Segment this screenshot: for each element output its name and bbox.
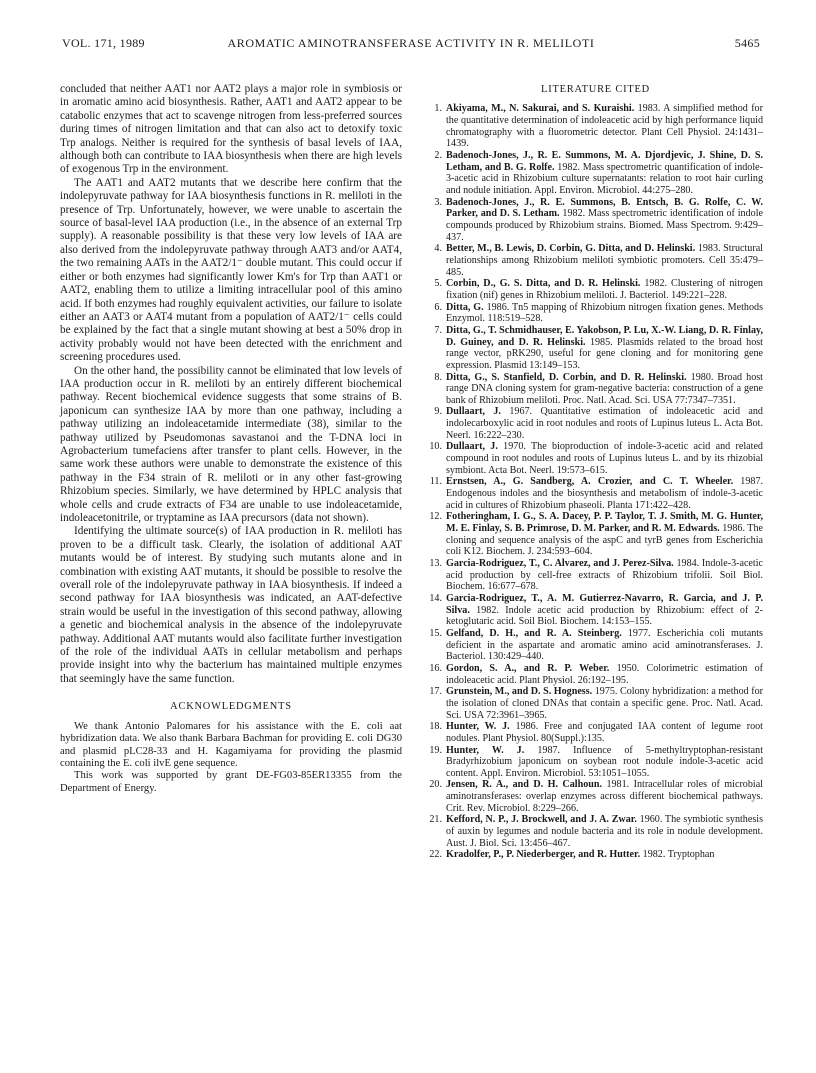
reference-item [428, 302, 763, 325]
reference-number: 12. [429, 511, 442, 523]
reference-authors: Hunter, W. J. [446, 744, 525, 756]
reference-item [428, 663, 763, 686]
running-header [62, 36, 760, 52]
reference-authors: Akiyama, M., N. Sakurai, and S. Kuraishi. [446, 103, 635, 115]
reference-number: 6. [434, 301, 442, 313]
reference-authors: Ditta, G., S. Stanfield, D. Corbin, and D. R. Helinski. [446, 371, 687, 383]
reference-citation: 1982. Mass spectrometric identification of indole compounds produced by Rhizobium strains. Biomed. Mass Spectrom. 9:429–437. [446, 208, 763, 243]
reference-item [428, 686, 763, 721]
reference-citation: 1975. Colony hybridization: a method for the isolation of cloned DNAs that contain a specific gene. Proc. Natl. Acad. Sci. USA 72:3961–3965. [446, 686, 764, 721]
acknowledgments-section [60, 700, 402, 795]
reference-authors: Ernstsen, A., G. Sandberg, A. Crozier, and C. T. Wheeler. [446, 476, 734, 488]
reference-item [428, 849, 763, 861]
literature-heading: LITERATURE CITED [541, 84, 650, 95]
reference-number: 17. [429, 686, 442, 698]
reference-authors: Badenoch-Jones, J., R. E. Summons, M. A. Djordjevic, J. Shine, D. S. Letham, and B. G. Rolfe. [446, 150, 763, 173]
reference-item [428, 150, 763, 197]
reference-citation: 1967. Quantitative estimation of indoleacetic acid and indolecarboxylic acid in root nodules and roots of Lupinus luteus L. Acta Bot. Neerl. 16:222–230. [446, 406, 763, 441]
discussion-body [60, 83, 402, 686]
reference-authors: Corbin, D., G. S. Ditta, and D. R. Helinski. [446, 278, 641, 290]
acknowledgments-paragraph: We thank Antonio Palomares for his assistance with the E. coli aat hybridization data. We also thank Barbara Bachman for providing E. coli DG30 and plasmid pLC28-33 and H. Kagamiyama for providing the plasmid containing the E. coli ilvE gene sequence. [60, 720, 402, 769]
volume-label: VOL. 171, 1989 [62, 36, 145, 50]
reference-item [428, 103, 763, 150]
reference-authors: Kefford, N. P., J. Brockwell, and J. A. Zwar. [446, 814, 637, 826]
reference-citation: 1986. Free and conjugated IAA content of legume root nodules. Plant Physiol. 80(Suppl.):135. [446, 721, 763, 744]
reference-citation: 1950. Colorimetric estimation of indoleacetic acid. Plant Physiol. 26:192–195. [446, 662, 763, 686]
reference-number: 4. [434, 243, 442, 255]
page-number: 5465 [734, 36, 760, 50]
reference-citation: 1986. Tn5 mapping of Rhizobium nitrogen fixation genes. Methods Enzymol. 118:519–528. [446, 301, 763, 325]
reference-item [428, 372, 763, 407]
reference-authors: Hunter, W. J. [446, 721, 510, 733]
reference-authors: Ditta, G., T. Schmidhauser, E. Yakobson, P. Lu, X.-W. Liang, D. R. Finlay, D. Guiney, and D. R. Helinski. [446, 324, 764, 348]
right-column [428, 83, 763, 861]
acknowledgments-heading: ACKNOWLEDGMENTS [170, 701, 292, 713]
reference-item [428, 278, 763, 301]
reference-citation: 1982. Indole acetic acid production by Rhizobium: effect of 2-ketoglutaric acid. Soil Biol. Biochem. 14:153–155. [446, 604, 763, 628]
reference-number: 13. [429, 558, 442, 569]
reference-citation: 1985. Plasmids related to the broad host range vector, pRK290, useful for gene cloning and for monitoring gene expression. Plasmid 13:149–153. [446, 336, 763, 371]
reference-number: 3. [434, 196, 442, 208]
reference-number: 21. [429, 814, 442, 826]
reference-citation: 1984. Indole-3-acetic acid production by cell-free extracts of Rhizobium trifolii. Soil Biol. Biochem. 16:677–678. [446, 558, 764, 593]
reference-item [428, 745, 763, 780]
reference-item [428, 243, 763, 278]
body-paragraph: On the other hand, the possibility cannot be eliminated that low levels of IAA production occur in R. meliloti by an entirely different biochemical pathway. Recent biochemical evidence suggests that some strains of B. japonicum can synthesize IAA by more than one pathway, including a pathway utilizing an indoleacetamide intermediate (38), similar to the pathway utilized by Pseudomonas savastanoi and the T-DNA loci in Agrobacterium tumefaciens after transfer to plant cells. However, in the same work these authors were unable to demonstrate the existence of this pathway in the F34 strain of R. meliloti or in any other fast-growing Rhizobium species. Similarly, we have determined by HPLC analysis that whole cells and crude extracts of F34 are unable to use indoleacetamide, indoleacetonitrile, or tryptamine as IAA precursors (data not shown). [60, 364, 402, 524]
reference-item [428, 197, 763, 244]
acknowledgments-paragraph: This work was supported by grant DE-FG03-85ER13355 from the Department of Energy. [60, 770, 402, 794]
reference-citation: 1987. Endogenous indoles and the biosynthesis and metabolism of indole-3-acetic acid in cultures of Rhizobium phaseoli. Planta 171:422–428. [446, 476, 764, 511]
reference-number: 9. [434, 406, 442, 418]
reference-item [428, 325, 763, 372]
reference-authors: Jensen, R. A., and D. H. Calhoun. [446, 779, 602, 791]
reference-item [428, 814, 763, 849]
reference-authors: Garcia-Rodriguez, T., C. Alvarez, and J. Perez-Silva. [446, 558, 674, 569]
reference-number: 11. [429, 476, 442, 488]
reference-number: 20. [429, 779, 442, 791]
reference-citation: 1987. Influence of 5-methyltryptophan-resistant Bradyrhizobium japonicum on soybean root nodule indole-3-acetic acid content. Appl. Environ. Microbiol. 53:1051–1055. [446, 744, 763, 779]
reference-number: 5. [434, 278, 442, 290]
reference-list [428, 103, 763, 861]
reference-authors: Dullaart, J. [446, 406, 501, 418]
reference-number: 8. [434, 371, 442, 383]
reference-citation: 1982. Tryptophan [642, 849, 715, 861]
body-paragraph: Identifying the ultimate source(s) of IAA production in R. meliloti has proven to be a difficult task. Clearly, the isolation of additional AAT mutants would be of interest. By studying such mutants alone and in combination with existing AAT mutants, it should be possible to resolve the overall role of the indolepyruvate pathway in IAA biosynthesis. If indeed a second pathway for IAA biosynthesis was indicated, an AAT-defective strain would be useful in the investigation of this second pathway, allowing a genetic and biochemical analysis in the absence of the indolepyruvate pathway. Additional AAT mutants would also facilitate further investigation of the role of the individual AATs in cellular metabolism and perhaps provide insight into why the bacterium has maintained multiple enzymes that seemingly have the same function. [60, 525, 402, 685]
reference-citation: 1986. The cloning and sequence analysis of the aspC and tyrB genes from Escherichia coli K12. Biochem. J. 234:593–604. [446, 523, 763, 558]
reference-authors: Gelfand, D. H., and R. A. Steinberg. [446, 627, 622, 639]
reference-number: 1. [434, 103, 442, 115]
reference-citation: 1982. Mass spectrometric quantification of indole-3-acetic acid in Rhizobium culture supernatants: relation to root hair curling and nodule initiation. Appl. Environ. Microbiol. 44:275–280. [446, 161, 764, 196]
reference-item [428, 779, 763, 814]
reference-item [428, 628, 763, 663]
reference-authors: Grunstein, M., and D. S. Hogness. [446, 686, 593, 698]
reference-authors: Ditta, G. [446, 301, 484, 313]
reference-citation: 1977. Escherichia coli mutants deficient in the aspartate and aromatic amino acid aminotransferases. J. Bacteriol. 130:429–440. [446, 627, 763, 663]
reference-number: 7. [434, 324, 442, 336]
reference-authors: Dullaart, J. [446, 441, 498, 453]
reference-authors: Fotheringham, I. G., S. A. Dacey, P. P. Taylor, T. J. Smith, M. G. Hunter, M. E. Finlay, S. B. Primrose, D. M. Parker, and R. M. Edwards. [446, 511, 763, 535]
reference-citation: 1983. A simplified method for the quantitative determination of indoleacetic acid by high performance liquid chromatography with a fluorometric detector. Plant Cell Physiol. 24:1431–1439. [446, 103, 763, 150]
reference-authors: Gordon, S. A., and R. P. Weber. [446, 662, 610, 674]
reference-item [428, 721, 763, 744]
reference-item [428, 406, 763, 441]
reference-number: 19. [429, 744, 442, 756]
reference-item [428, 593, 763, 628]
reference-authors: Garcia-Rodriguez, T., A. M. Gutierrez-Navarro, R. Garcia, and J. P. Silva. [446, 592, 763, 616]
reference-citation: 1983. Structural relationships among Rhizobium meliloti symbiotic promoters. Cell 35:479–485. [446, 243, 763, 278]
reference-authors: Kradolfer, P., P. Niederberger, and R. Hutter. [446, 849, 641, 861]
reference-item [428, 558, 763, 593]
body-paragraph: The AAT1 and AAT2 mutants that we describe here confirm that the indolepyruvate pathway for IAA biosynthesis functions in R. meliloti in the presence of Trp. Unfortunately, however, we were unable to ascertain the source of basal-level IAA production (i.e., in the absence of an external Trp supply). A reasonable possibility is that these very low levels of IAA are also derived from the indolepyruvate pathway through AAT3 and/or AAT4, the two remaining AATs in the AAT2/1⁻ double mutant. This could occur if either or both enzymes had significantly lower Km's for Trp than AAT1 or AAT2, enabling them to utilize a limiting intracellular pool of this amino acid. If both enzymes had roughly equivalent activities, our failure to isolate either an AAT3 or AAT4 mutant from a population of AAT2/1⁻ cells could be explained by the fact that a single mutant showing at best a 50% drop in activity probably would not have been detected with the enrichment and screening procedures used. [60, 176, 402, 364]
reference-authors: Better, M., B. Lewis, D. Corbin, G. Ditta, and D. Helinski. [446, 243, 696, 255]
reference-item [428, 511, 763, 558]
running-title: AROMATIC AMINOTRANSFERASE ACTIVITY IN R. MELILOTI [227, 36, 595, 50]
reference-number: 15. [429, 627, 442, 639]
reference-item [428, 476, 763, 511]
reference-citation: 1980. Broad host range DNA cloning system for gram-negative bacteria: construction of a gene bank of Rhizobium meliloti. Proc. Natl. Acad. Sci. USA 77:7347–7351. [446, 371, 763, 406]
reference-number: 16. [429, 662, 442, 674]
reference-number: 22. [429, 849, 442, 861]
reference-number: 14. [429, 592, 442, 604]
reference-citation: 1970. The bioproduction of indole-3-acetic acid and related compound in root nodules and roots of Lupinus luteus L. and by its rhizobial symbiont. Acta Bot. Neerl. 19:573–615. [446, 441, 763, 476]
reference-authors: Badenoch-Jones, J., R. E. Summons, B. Entsch, B. G. Rolfe, C. W. Parker, and D. S. Letham. [446, 196, 763, 220]
reference-citation: 1981. Intracellular roles of microbial aminotransferases: overlap enzymes across different biochemical pathways. Crit. Rev. Microbiol. 8:229–266. [446, 779, 763, 814]
reference-number: 18. [429, 721, 442, 733]
left-column [60, 83, 402, 795]
reference-citation: 1960. The symbiotic synthesis of auxin by legumes and nodule bacteria and its role in nodule development. Aust. J. Biol. Sci. 13:456–467. [446, 814, 763, 849]
reference-number: 2. [434, 150, 442, 162]
body-paragraph: concluded that neither AAT1 nor AAT2 plays a major role in symbiosis or in aromatic amino acid biosynthesis. Rather, AAT1 and AAT2 appear to be catabolic enzymes that act to scavenge nitrogen from less-preferred sources during times of nitrogen limitation and that can also act to detoxify toxic Trp analogs. Neither is required for the synthesis of basal levels of IAA, although both can contribute to IAA biosynthesis when there are high levels of exogenous Trp in the environment. [60, 83, 402, 176]
reference-citation: 1982. Clustering of nitrogen fixation (nif) genes in Rhizobium meliloti. J. Bacteriol. 149:221–228. [446, 278, 763, 301]
reference-number: 10. [429, 441, 442, 453]
reference-item [428, 441, 763, 476]
